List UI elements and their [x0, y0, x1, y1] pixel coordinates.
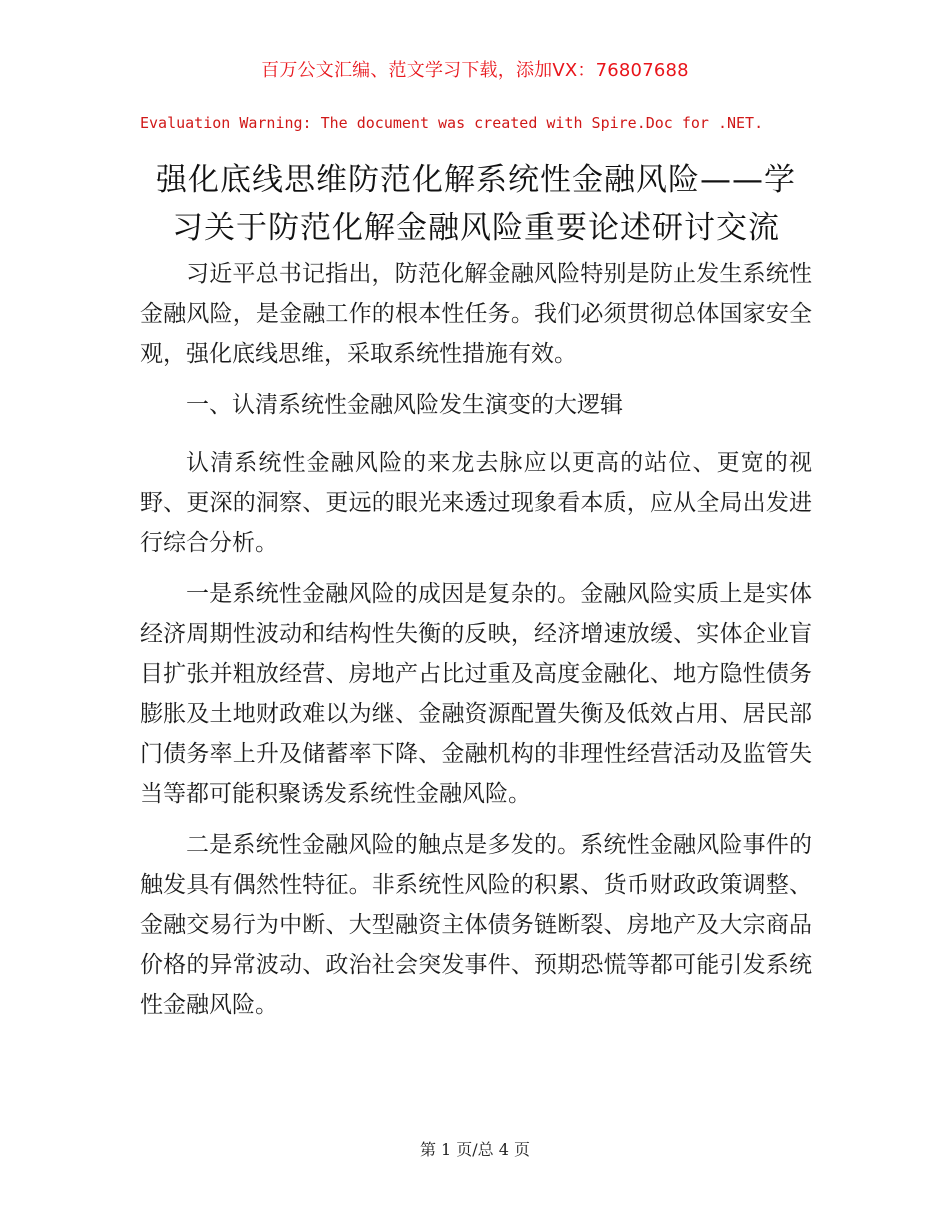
- evaluation-warning: Evaluation Warning: The document was created with Spire.Doc for .NET.: [140, 114, 764, 132]
- section-heading-1: 一、认清系统性金融风险发生演变的大逻辑: [186, 392, 623, 418]
- paragraph-overview: 认清系统性金融风险的来龙去脉应以更高的站位、更宽的视野、更深的洞察、更远的眼光来透过现象看本质，应从全局出发进行综合分析。: [140, 450, 812, 556]
- page-number: 第 1 页/总 4 页: [419, 1140, 531, 1159]
- document-title: [140, 156, 812, 252]
- paragraph-point-1: 一是系统性金融风险的成因是复杂的。金融风险实质上是实体经济周期性波动和结构性失衡的反映，经济增速放缓、实体企业盲目扩张并粗放经营、房地产占比过重及高度金融化、地方隐性债务膨胀及土地财政难以为继、金融资源配置失衡及低效占用、居民部门债务率上升及储蓄率下降、金融机构的非理性经营活动及监管失当等都可能积聚诱发系统性金融风险。: [140, 581, 812, 807]
- paragraph-intro: 习近平总书记指出，防范化解金融风险特别是防止发生系统性金融风险，是金融工作的根本性任务。我们必须贯彻总体国家安全观，强化底线思维，采取系统性措施有效。: [140, 261, 812, 367]
- title-line-2: 习关于防范化解金融风险重要论述研讨交流: [172, 210, 780, 246]
- title-line-1: 强化底线思维防范化解系统性金融风险——学: [156, 162, 796, 198]
- paragraph-point-2: 二是系统性金融风险的触点是多发的。系统性金融风险事件的触发具有偶然性特征。非系统性风险的积累、货币财政政策调整、金融交易行为中断、大型融资主体债务链断裂、房地产及大宗商品价格的异常波动、政治社会突发事件、预期恐慌等都可能引发系统性金融风险。: [140, 832, 812, 1018]
- document-body: [140, 254, 812, 1036]
- promo-banner: 百万公文汇编、范文学习下载，添加VX：76807688: [261, 60, 689, 81]
